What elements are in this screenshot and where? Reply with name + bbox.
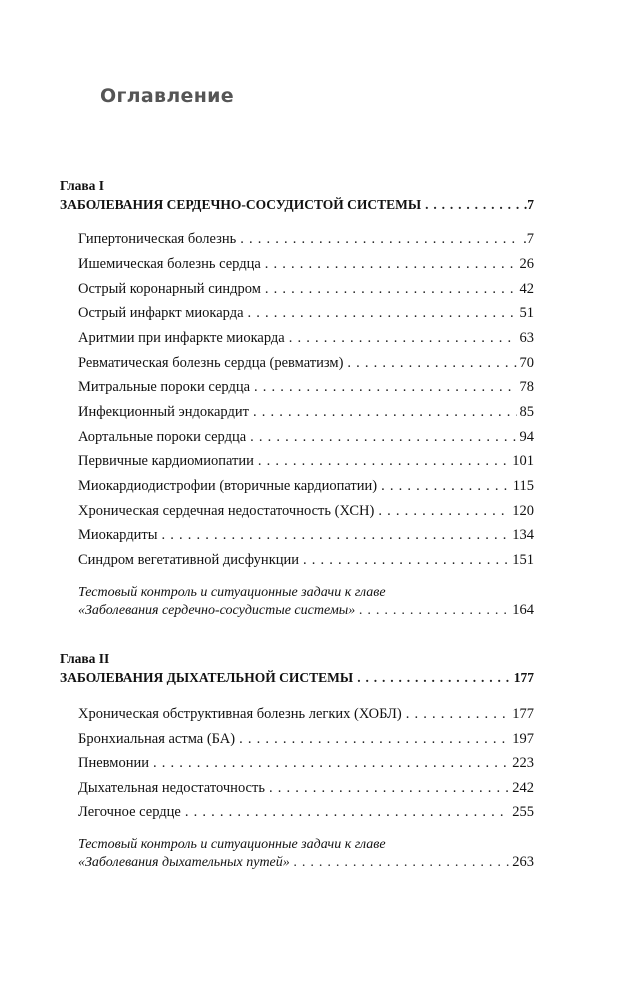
- test-entry-line2: «Заболевания сердечно-сосудистые системы»: [78, 603, 356, 618]
- dot-leader: [303, 552, 509, 569]
- toc-entry[interactable]: [78, 355, 534, 375]
- page-number: 151: [512, 552, 534, 568]
- toc-entry[interactable]: [78, 379, 534, 399]
- entry-title: Легочное сердце: [78, 804, 181, 820]
- entry-title: Миокардиты: [78, 527, 158, 543]
- page-number: 63: [519, 330, 534, 346]
- dot-leader: [258, 453, 509, 470]
- dot-leader: [265, 256, 517, 273]
- dot-leader: [153, 755, 509, 772]
- entry-title: Бронхиальная астма (БА): [78, 731, 236, 747]
- dot-leader: [240, 231, 520, 248]
- dot-leader: [406, 706, 510, 723]
- page-number: 197: [512, 731, 534, 747]
- toc-entry[interactable]: [78, 281, 534, 301]
- page-number: 177: [512, 706, 534, 722]
- page-number: 85: [519, 404, 534, 420]
- entry-title: Синдром вегетативной дисфункции: [78, 552, 300, 568]
- page-number: 101: [512, 453, 534, 469]
- toc-entry[interactable]: [78, 552, 534, 572]
- dot-leader: [161, 527, 509, 544]
- toc-entry[interactable]: [78, 804, 534, 824]
- toc-entry[interactable]: [78, 731, 534, 751]
- toc-entry[interactable]: [78, 453, 534, 473]
- page-number: .7: [523, 231, 534, 247]
- page-number: .7: [523, 197, 534, 212]
- dot-leader: [254, 379, 516, 396]
- chapter-title: ЗАБОЛЕВАНИЯ ДЫХАТЕЛЬНОЙ СИСТЕМЫ: [60, 670, 354, 685]
- dot-leader: [185, 804, 509, 821]
- page-number: 134: [512, 527, 534, 543]
- entry-title: Гипертоническая болезнь: [78, 231, 237, 247]
- entry-title: Ишемическая болезнь сердца: [78, 256, 261, 272]
- entry-title: Дыхательная недостаточность: [78, 780, 265, 796]
- page-number: 94: [519, 429, 534, 445]
- page-number: 263: [512, 854, 534, 870]
- dot-leader: [248, 305, 517, 322]
- test-entry-line1: Тестовый контроль и ситуационные задачи к главе: [78, 585, 386, 600]
- entry-title: Хроническая сердечная недостаточность (ХСН): [78, 503, 375, 519]
- dot-leader: [425, 197, 521, 213]
- entry-title: Аортальные пороки сердца: [78, 429, 247, 445]
- dot-leader: [289, 330, 517, 347]
- test-entry-line1: Тестовый контроль и ситуационные задачи к главе: [78, 837, 386, 852]
- chapter-title-row[interactable]: [60, 670, 534, 690]
- dot-leader: [347, 355, 516, 372]
- toc-entry[interactable]: [78, 305, 534, 325]
- entry-title: Пневмонии: [78, 755, 149, 771]
- dot-leader: [253, 404, 517, 421]
- toc-entry[interactable]: [78, 231, 534, 251]
- toc-title: Оглавление: [100, 85, 234, 107]
- page-number: 242: [512, 780, 534, 796]
- entry-title: Острый коронарный синдром: [78, 281, 261, 297]
- chapter-title-row[interactable]: [60, 197, 534, 217]
- page-number: 26: [519, 256, 534, 272]
- page-number: 164: [512, 602, 534, 618]
- dot-leader: [294, 855, 509, 871]
- entry-title: Острый инфаркт миокарда: [78, 305, 244, 321]
- chapter-label: Глава I: [60, 178, 105, 193]
- dot-leader: [269, 780, 509, 797]
- toc-entry[interactable]: [78, 503, 534, 523]
- page-number: 51: [519, 305, 534, 321]
- test-entry-line2: «Заболевания дыхательных путей»: [78, 855, 290, 870]
- toc-entry[interactable]: [78, 527, 534, 547]
- dot-leader: [359, 603, 509, 619]
- page-number: 42: [519, 281, 534, 297]
- dot-leader: [239, 731, 509, 748]
- toc-entry[interactable]: [78, 478, 534, 498]
- toc-entry[interactable]: [78, 404, 534, 424]
- page-number: 70: [519, 355, 534, 371]
- page-number: 223: [512, 755, 534, 771]
- test-entry[interactable]: [78, 854, 534, 874]
- page-number: 115: [512, 478, 534, 494]
- chapter-label: Глава II: [60, 651, 110, 666]
- dot-leader: [381, 478, 510, 495]
- entry-title: Ревматическая болезнь сердца (ревматизм): [78, 355, 344, 371]
- toc-entry[interactable]: [78, 706, 534, 726]
- dot-leader: [250, 429, 516, 446]
- toc-entry[interactable]: [78, 755, 534, 775]
- entry-title: Миокардиодистрофии (вторичные кардиопатии): [78, 478, 378, 494]
- toc-entry[interactable]: [78, 330, 534, 350]
- toc-entry[interactable]: [78, 429, 534, 449]
- entry-title: Инфекционный эндокардит: [78, 404, 249, 420]
- dot-leader: [357, 670, 511, 686]
- toc-entry[interactable]: [78, 256, 534, 276]
- chapter-title: ЗАБОЛЕВАНИЯ СЕРДЕЧНО-СОСУДИСТОЙ СИСТЕМЫ: [60, 197, 422, 212]
- page-number: 177: [513, 670, 534, 685]
- dot-leader: [265, 281, 517, 298]
- page-number: 78: [519, 379, 534, 395]
- dot-leader: [378, 503, 509, 520]
- page-number: 120: [512, 503, 534, 519]
- toc-entry[interactable]: [78, 780, 534, 800]
- entry-title: Хроническая обструктивная болезнь легких (ХОБЛ): [78, 706, 402, 722]
- page-number: 255: [512, 804, 534, 820]
- entry-title: Первичные кардиомиопатии: [78, 453, 254, 469]
- entry-title: Аритмии при инфаркте миокарда: [78, 330, 285, 346]
- entry-title: Митральные пороки сердца: [78, 379, 251, 395]
- test-entry[interactable]: [78, 602, 534, 622]
